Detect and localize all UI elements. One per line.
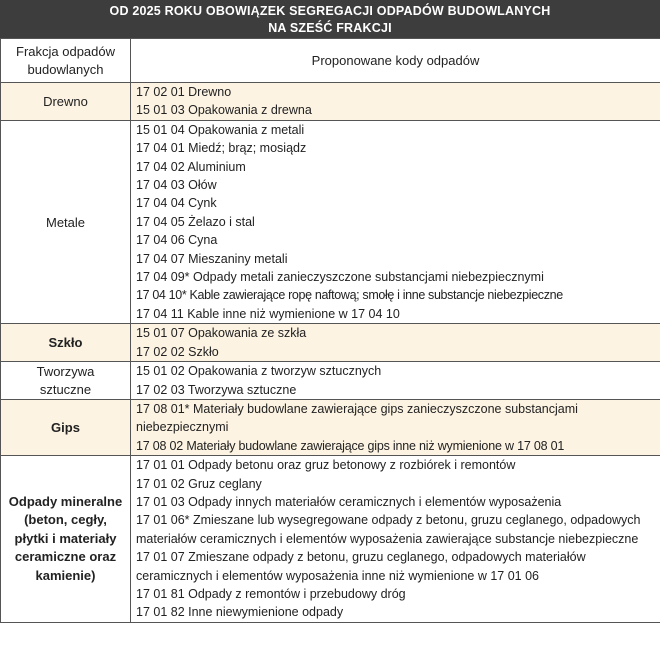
code-line: 15 01 04 Opakowania z metali <box>136 122 305 137</box>
code-line: 17 01 81 Odpady z remontów i przebudowy dróg <box>136 586 406 601</box>
table-row-tworzywa <box>1 362 660 400</box>
code-line: 17 04 06 Cyna <box>136 233 218 248</box>
title-line-2: NA SZEŚĆ FRAKCJI <box>268 21 392 35</box>
code-line: 17 01 82 Inne niewymienione odpady <box>136 605 344 620</box>
code-line: 17 04 03 Ołów <box>136 178 217 193</box>
code-line: 17 01 02 Gruz ceglany <box>136 476 262 491</box>
code-line: 17 04 05 Żelazo i stal <box>136 214 255 229</box>
codes-cell <box>131 399 660 455</box>
codes-cell <box>131 83 660 121</box>
page-title <box>0 0 660 38</box>
code-line: 17 04 04 Cynk <box>136 196 217 211</box>
waste-fractions-table <box>0 38 660 623</box>
header-fraction: Frakcja odpadów budowlanych <box>1 39 131 83</box>
fraction-cell: Szkło <box>1 324 131 362</box>
table-row-metale <box>1 120 660 323</box>
code-line: 17 04 01 Miedź; brąz; mosiądz <box>136 141 307 156</box>
codes-cell <box>131 362 660 400</box>
title-line-1: OD 2025 ROKU OBOWIĄZEK SEGREGACJI ODPADÓW BUDOWLANYCH <box>109 4 551 18</box>
code-line: 17 08 02 Materiały budowlane zawierające gips inne niż wymienione w 17 08 01 <box>136 438 565 453</box>
codes-cell <box>131 456 660 623</box>
header-codes: Proponowane kody odpadów <box>131 39 660 83</box>
code-line: 17 02 03 Tworzywa sztuczne <box>136 382 297 397</box>
table-row-drewno <box>1 83 660 121</box>
fraction-cell: Odpady mineralne (beton, cegły, płytki i materiały ceramiczne oraz kamienie) <box>1 456 131 623</box>
code-line: 15 01 03 Opakowania z drewna <box>136 103 312 118</box>
fraction-cell: Metale <box>1 120 131 323</box>
code-line: 17 08 01* Materiały budowlane zawierające gips zanieczyszczone substancjami niebezpiecznymi <box>136 401 578 435</box>
table-row-odpady-mineralne <box>1 456 660 623</box>
code-line: 17 04 02 Aluminium <box>136 159 246 174</box>
code-line: 17 04 09* Odpady metali zanieczyszczone substancjami niebezpiecznymi <box>136 270 544 285</box>
code-line: 17 04 11 Kable inne niż wymienione w 17 04 10 <box>136 306 400 321</box>
codes-cell <box>131 120 660 323</box>
code-line: 17 01 06* Zmieszane lub wysegregowane odpady z betonu, gruzu ceglanego, odpadowych materiałów ceramicznych i elementów wyposażenia zawierające substancje niebezpieczne <box>136 513 641 546</box>
code-line: 17 01 03 Odpady innych materiałów ceramicznych i elementów wyposażenia <box>136 494 562 509</box>
table-row-szklo <box>1 324 660 362</box>
code-line: 15 01 02 Opakowania z tworzyw sztucznych <box>136 364 382 379</box>
table-row-gips <box>1 399 660 455</box>
code-line: 17 01 01 Odpady betonu oraz gruz betonowy z rozbiórek i remontów <box>136 458 516 473</box>
table-header-row <box>1 39 660 83</box>
fraction-cell: Gips <box>1 399 131 455</box>
code-line: 15 01 07 Opakowania ze szkła <box>136 326 307 341</box>
fraction-cell: Tworzywa sztuczne <box>1 362 131 400</box>
code-line: 17 02 02 Szkło <box>136 344 219 359</box>
code-line: 17 02 01 Drewno <box>136 85 232 99</box>
fraction-cell: Drewno <box>1 83 131 121</box>
code-line: 17 01 07 Zmieszane odpady z betonu, gruzu ceglanego, odpadowych materiałów ceramicznych i elementów wyposażenia inne niż wymienione w 17 01 06 <box>136 550 586 583</box>
code-line: 17 04 07 Mieszaniny metali <box>136 251 288 266</box>
code-line: 17 04 10* Kable zawierające ropę naftową; smołę i inne substancje niebezpieczne <box>136 288 563 303</box>
codes-cell <box>131 324 660 362</box>
